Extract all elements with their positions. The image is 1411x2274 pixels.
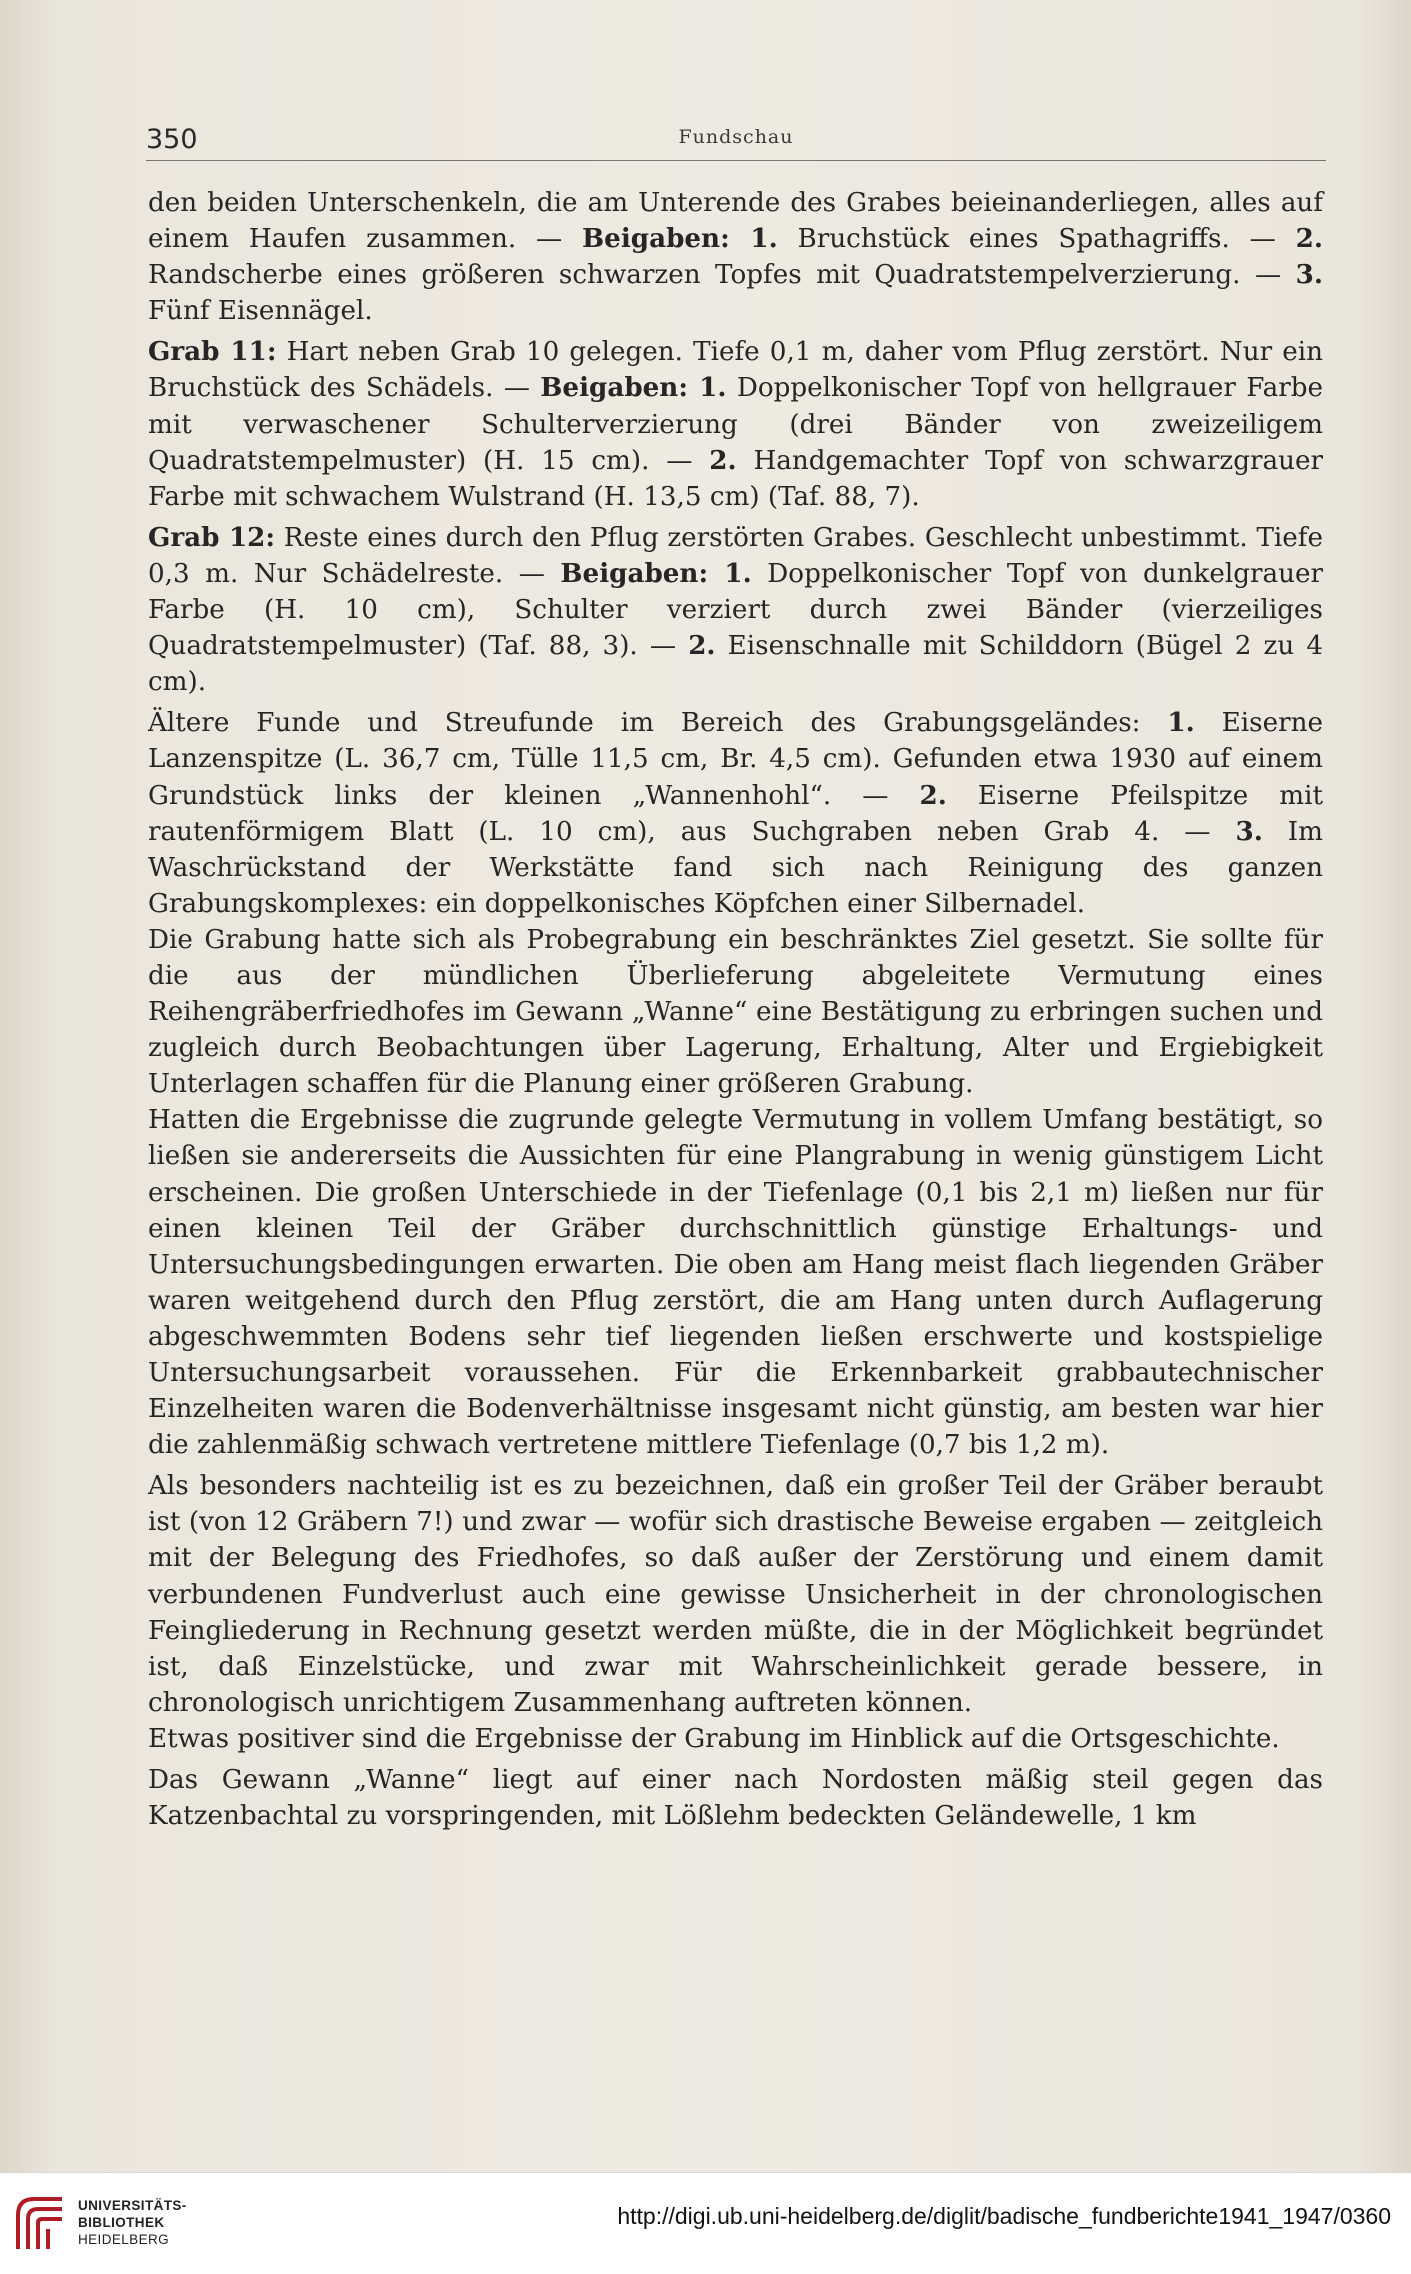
running-head: Fundschau [678, 126, 794, 148]
text-run: Eiserne Pfeilspitze mit rautenförmigem Blatt (L. 10 cm), aus Suchgraben neben Grab 4. — [148, 780, 1323, 847]
text-run: Hatten die Ergebnisse die zugrunde gelegte Vermutung in vollem Umfang bestätigt, so ließen sie andererseits die Aussichten für eine Plangrabung in wenig günstigem Licht erscheinen. Die großen Unterschiede in der Tiefenlage (0,1 bis 2,1 m) ließen nur für einen kleinen Teil der Gräber durchschnittlich günstige Erhaltungs- und Untersuchungsbedingungen erwarten. Die oben am Hang meist flach liegenden Gräber waren weitgehend durch den Pflug zerstört, die am Hang unten durch Auflagerung abgeschwemmten Bodens sehr tief liegenden ließen erschwerte und kostspielige Untersuchungsarbeit voraussehen. Für die Erkennbarkeit grabbautechnischer Einzelheiten waren die Bodenverhältnisse insgesamt nicht günstig, am besten war hier die zahlenmäßig schwach vertretene mittlere Tiefenlage (0,7 bis 1,2 m). [148, 1105, 1323, 1461]
library-name-line1: UNIVERSITÄTS- [78, 2198, 187, 2213]
text-run: Im Waschrückstand der Werkstätte fand sich nach Reinigung des ganzen Grabungskomplexes: ein doppelkonisches Köpfchen einer Silbernadel. [148, 816, 1323, 919]
paragraph [148, 1762, 1323, 1834]
bold-run: Grab 12: [148, 521, 276, 553]
text-run: Fünf Eisennägel. [148, 296, 373, 327]
paragraph [148, 1721, 1323, 1757]
paragraph [148, 705, 1323, 922]
library-name [78, 2197, 187, 2248]
paragraph [148, 1102, 1323, 1463]
paragraph [148, 334, 1323, 514]
paragraph [148, 185, 1323, 329]
bold-run: 3. [1235, 815, 1263, 847]
bold-run: Beigaben: 1. [582, 223, 778, 255]
bold-run: Grab 11: [148, 336, 277, 368]
paragraph [148, 1468, 1323, 1721]
text-run: Randscherbe eines größeren schwarzen Topfes mit Quadratstempelverzierung. — [148, 260, 1296, 291]
text-run: den beiden Unterschenkeln, die am Unterende des Grabes beieinanderliegen, alles auf einem Haufen zusammen. — [148, 188, 1323, 255]
paragraph [148, 520, 1323, 700]
library-name-line3: HEIDELBERG [78, 2232, 170, 2247]
bold-run: 2. [1295, 223, 1323, 255]
paragraph [148, 922, 1323, 1102]
text-run: Etwas positiver sind die Ergebnisse der Grabung im Hinblick auf die Ortsgeschichte. [148, 1723, 1280, 1754]
body-text [148, 185, 1323, 1834]
bold-run: Beigaben: 1. [560, 557, 752, 589]
source-url-link[interactable]: http://digi.ub.uni-heidelberg.de/diglit/badische_fundberichte1941_1947/0360 [617, 2203, 1391, 2229]
text-run: Doppelkonischer Topf von hellgrauer Farbe mit verwaschener Schulterverzierung (drei Bänder von zweizeiligem Quadratstempelmuster) (H. 15 cm). — [148, 373, 1323, 476]
bold-run: 3. [1295, 259, 1323, 291]
text-run: Bruchstück eines Spathagriffs. — [777, 224, 1296, 255]
text-run: Als besonders nachteilig ist es zu bezeichnen, daß ein großer Teil der Gräber beraubt ist (von 12 Gräbern 7!) und zwar — wofür sich drastische Beweise ergaben — zeitgleich mit der Belegung des Friedhofes, so daß außer der Zerstörung und einem damit verbundenen Fundverlust auch eine gewisse Unsicherheit in der chronologischen Feingliederung in Rechnung gesetzt werden müßte, die in der Möglichkeit begründet ist, daß Einzelstücke, und zwar mit Wahrscheinlichkeit gerade bessere, in chronologisch unrichtigem Zusammenhang auftreten können. [148, 1471, 1323, 1718]
bold-run: 2. [919, 779, 947, 811]
text-run: Die Grabung hatte sich als Probegrabung ein beschränktes Ziel gesetzt. Sie sollte für die aus der mündlichen Überlieferung abgeleitete Vermutung eines Reihengräberfriedhofes im Gewann „Wanne“ eine Bestätigung zu erbringen suchen und zugleich durch Beobachtungen über Lagerung, Erhaltung, Alter und Ergiebigkeit Unterlagen schaffen für die Planung einer größeren Grabung. [148, 924, 1323, 1100]
text-run: Eisenschnalle mit Schilddorn (Bügel 2 zu 4 cm). [148, 631, 1323, 698]
library-logo-icon [14, 2195, 66, 2251]
text-run: Ältere Funde und Streufunde im Bereich des Grabungsgeländes: [148, 708, 1168, 739]
text-run: Doppelkonischer Topf von dunkelgrauer Farbe (H. 10 cm), Schulter verziert durch zwei Bänder (vierzeiliges Quadratstempelmuster) (Taf. 88, 3). — [148, 558, 1323, 662]
bold-run: 2. [709, 444, 737, 476]
bold-run: Beigaben: 1. [540, 372, 727, 404]
page-number: 350 [146, 124, 198, 155]
text-run: Hart neben Grab 10 gelegen. Tiefe 0,1 m, daher vom Pflug zerstört. Nur ein Bruchstück des Schädels. — [148, 337, 1323, 404]
bold-run: 1. [1167, 707, 1195, 739]
text-run: Handgemachter Topf von schwarzgrauer Farbe mit schwachem Wulstrand (H. 13,5 cm) (Taf. 88, 7). [148, 445, 1323, 512]
text-run: Reste eines durch den Pflug zerstörten Grabes. Geschlecht unbestimmt. Tiefe 0,3 m. Nur Schädelreste. — [148, 522, 1323, 589]
bold-run: 2. [688, 630, 716, 662]
page-header [146, 120, 1326, 161]
library-name-line2: BIBLIOTHEK [78, 2215, 165, 2230]
text-run: Das Gewann „Wanne“ liegt auf einer nach Nordosten mäßig steil gegen das Katzenbachtal zu vorspringenden, mit Lößlehm bedeckten Geländewelle, 1 km [148, 1765, 1323, 1832]
text-run: Eiserne Lanzenspitze (L. 36,7 cm, Tülle 11,5 cm, Br. 4,5 cm). Gefunden etwa 1930 auf einem Grundstück links der kleinen „Wannenhohl“. — [148, 708, 1323, 811]
